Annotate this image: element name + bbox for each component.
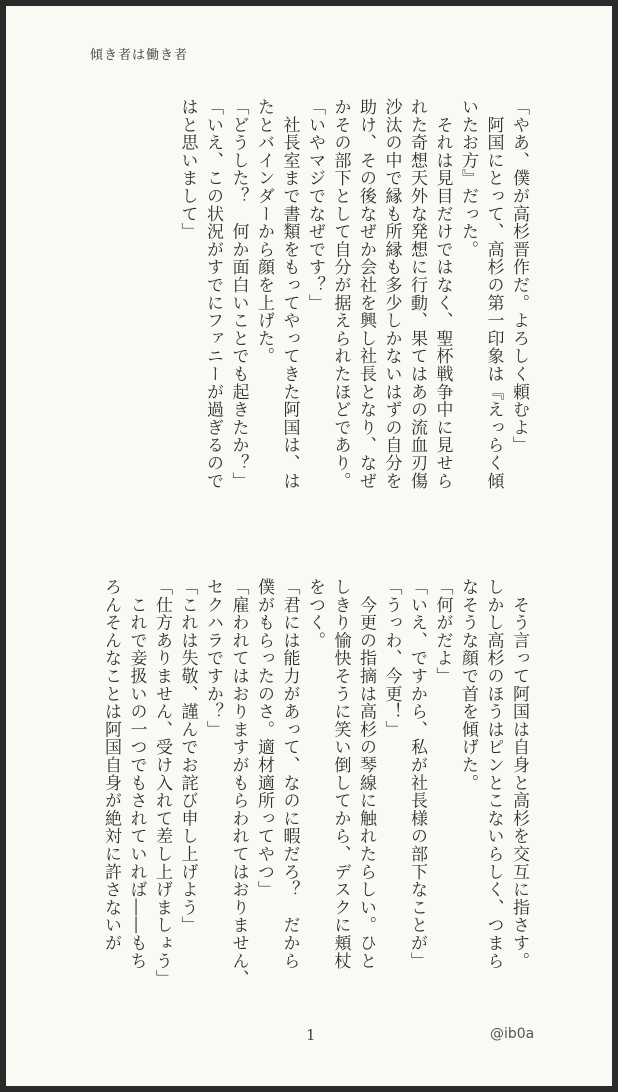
text-line: をつく。 bbox=[305, 578, 325, 650]
text-line: 社長室まで書類をもってやってきた阿国は、は bbox=[279, 98, 300, 490]
text-line: ろんそんなことは阿国自身が絶対に許さないが bbox=[101, 578, 121, 952]
text-line: それは見目だけではなく、聖杯戦争中に見せら bbox=[432, 98, 453, 490]
text-line: しきり愉快そうに笑い倒してから、デスクに頬杖 bbox=[330, 578, 351, 970]
text-line: はと思いまして」 bbox=[177, 98, 198, 241]
text-line: 「仕方ありません、受け入れて差し上げましょう」 bbox=[152, 578, 172, 988]
text-line: 「これは失敬、謹んでお詫び申し上げよう」 bbox=[177, 578, 198, 934]
text-line: 「やあ、僕が高杉晋作だ。よろしく頼むよ」 bbox=[509, 98, 529, 454]
text-line: 沙汰の中で縁も所縁も多少しかないはずの自分を bbox=[381, 98, 402, 490]
text-line: そう言って阿国は自身と高杉を交互に指さす。 bbox=[509, 578, 529, 970]
text-line: 僕がもらったのさ。適材適所ってやつ」 bbox=[254, 578, 274, 899]
text-line: いたお方』だった。 bbox=[458, 98, 478, 259]
text-line: なそうな顔で首を傾げた。 bbox=[458, 578, 478, 792]
text-line: 「雇われてはおりますがもらわれてはおりません、 bbox=[228, 578, 249, 988]
page bbox=[6, 6, 612, 1086]
text-line: 「いやマジでなぜです？」 bbox=[305, 98, 325, 312]
text-line: これで妾扱いの一つでもされていれば――もち bbox=[126, 578, 147, 970]
text-block-top bbox=[71, 98, 531, 538]
text-line: しかし高杉のほうはピンとこないらしく、つまら bbox=[483, 578, 504, 970]
text-line: 阿国にとって、高杉の第一印象は『えっらく傾 bbox=[483, 98, 504, 490]
text-line: 「何がだよ」 bbox=[432, 578, 453, 685]
text-line: 「うっわ、今更！」 bbox=[381, 578, 402, 739]
text-line: れた奇想天外な発想に行動、果てはあの流血刃傷 bbox=[407, 98, 427, 490]
text-line: セクハラですか？」 bbox=[203, 578, 223, 739]
text-line: たとバインダーから顔を上げた。 bbox=[254, 98, 274, 365]
book-title: 傾き者は働き者 bbox=[90, 48, 189, 63]
text-line: 今更の指摘は高杉の琴線に触れたらしい。ひと bbox=[356, 578, 376, 970]
text-line: 「いえ、この状況がすでにファニーが過ぎるので bbox=[203, 98, 223, 490]
text-line: 助け、その後なぜか会社を興し社長となり、なぜ bbox=[356, 98, 376, 490]
text-line: 「君には能力があって、なのに暇だろ？ だから bbox=[279, 578, 300, 970]
text-line: かその部下として自分が据えられたほどであり。 bbox=[330, 98, 351, 490]
text-line: 「どうした？ 何か面白いことでも起きたか？」 bbox=[228, 98, 249, 490]
text-line: 「いえ、ですから、私が社長様の部下なことが」 bbox=[407, 578, 427, 970]
page-number: 1 bbox=[306, 1026, 316, 1044]
text-block-bottom bbox=[71, 578, 531, 1018]
author-handle: @ib0a bbox=[490, 1026, 535, 1042]
